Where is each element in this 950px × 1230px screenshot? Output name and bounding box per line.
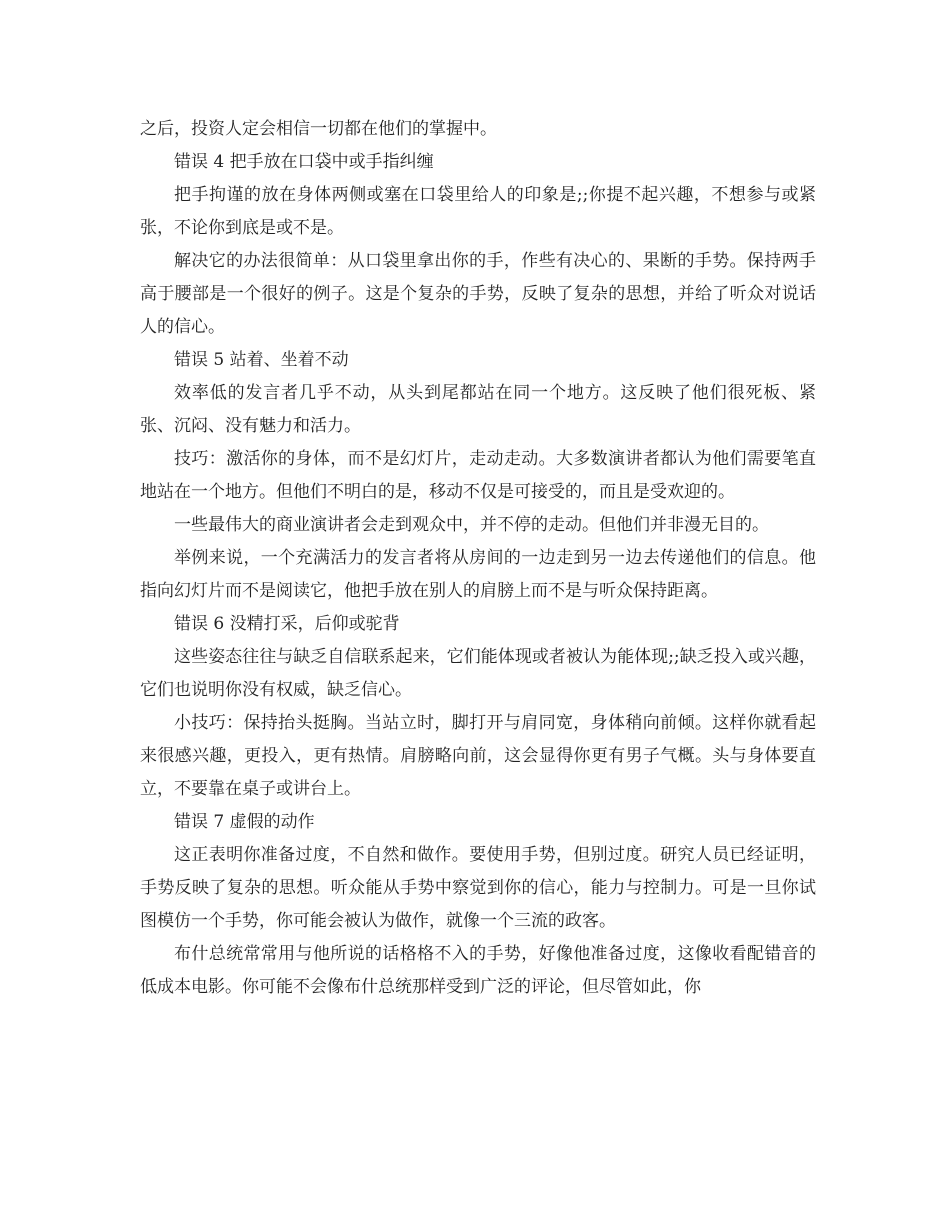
section-heading: 错误 5 站着、坐着不动	[174, 350, 349, 370]
section-heading: 错误 6 没精打采，后仰或驼背	[174, 614, 400, 634]
document-body	[140, 113, 816, 1004]
body-paragraph: 小技巧：保持抬头挺胸。当站立时，脚打开与肩同宽，身体稍向前倾。这样你就看起来很感兴趣，更投入，更有热情。肩膀略向前，这会显得你更有男子气概。头与身体要直立，不要靠在桌子或讲台上。	[140, 713, 816, 799]
body-paragraph: 这些姿态往往与缺乏自信联系起来，它们能体现或者被认为能体现;;缺乏投入或兴趣，它们也说明你没有权威，缺乏信心。	[140, 647, 816, 700]
body-paragraph: 把手拘谨的放在身体两侧或塞在口袋里给人的印象是;;你提不起兴趣，不想参与或紧张，不论你到底是或不是。	[140, 185, 816, 238]
body-paragraph: 一些最伟大的商业演讲者会走到观众中，并不停的走动。但他们并非漫无目的。	[174, 515, 769, 535]
body-paragraph: 这正表明你准备过度，不自然和做作。要使用手势，但别过度。研究人员已经证明，手势反映了复杂的思想。听众能从手势中察觉到你的信心，能力与控制力。可是一旦你试图模仿一个手势，你可能会被认为做作，就像一个三流的政客。	[140, 845, 816, 931]
body-paragraph: 之后，投资人定会相信一切都在他们的掌握中。	[140, 119, 497, 139]
body-paragraph: 举例来说，一个充满活力的发言者将从房间的一边走到另一边去传递他们的信息。他指向幻灯片而不是阅读它，他把手放在别人的肩膀上而不是与听众保持距离。	[140, 548, 816, 601]
body-paragraph: 解决它的办法很简单：从口袋里拿出你的手，作些有决心的、果断的手势。保持两手高于腰部是一个很好的例子。这是个复杂的手势，反映了复杂的思想，并给了听众对说话人的信心。	[140, 251, 816, 337]
body-paragraph: 效率低的发言者几乎不动，从头到尾都站在同一个地方。这反映了他们很死板、紧张、沉闷、没有魅力和活力。	[140, 383, 816, 436]
section-heading: 错误 4 把手放在口袋中或手指纠缠	[174, 152, 434, 172]
body-paragraph: 布什总统常常用与他所说的话格格不入的手势，好像他准备过度，这像收看配错音的低成本电影。你可能不会像布什总统那样受到广泛的评论，但尽管如此，你	[140, 944, 816, 997]
section-heading: 错误 7 虚假的动作	[174, 812, 315, 832]
body-paragraph: 技巧：激活你的身体，而不是幻灯片，走动走动。大多数演讲者都认为他们需要笔直地站在一个地方。但他们不明白的是，移动不仅是可接受的，而且是受欢迎的。	[140, 449, 816, 502]
